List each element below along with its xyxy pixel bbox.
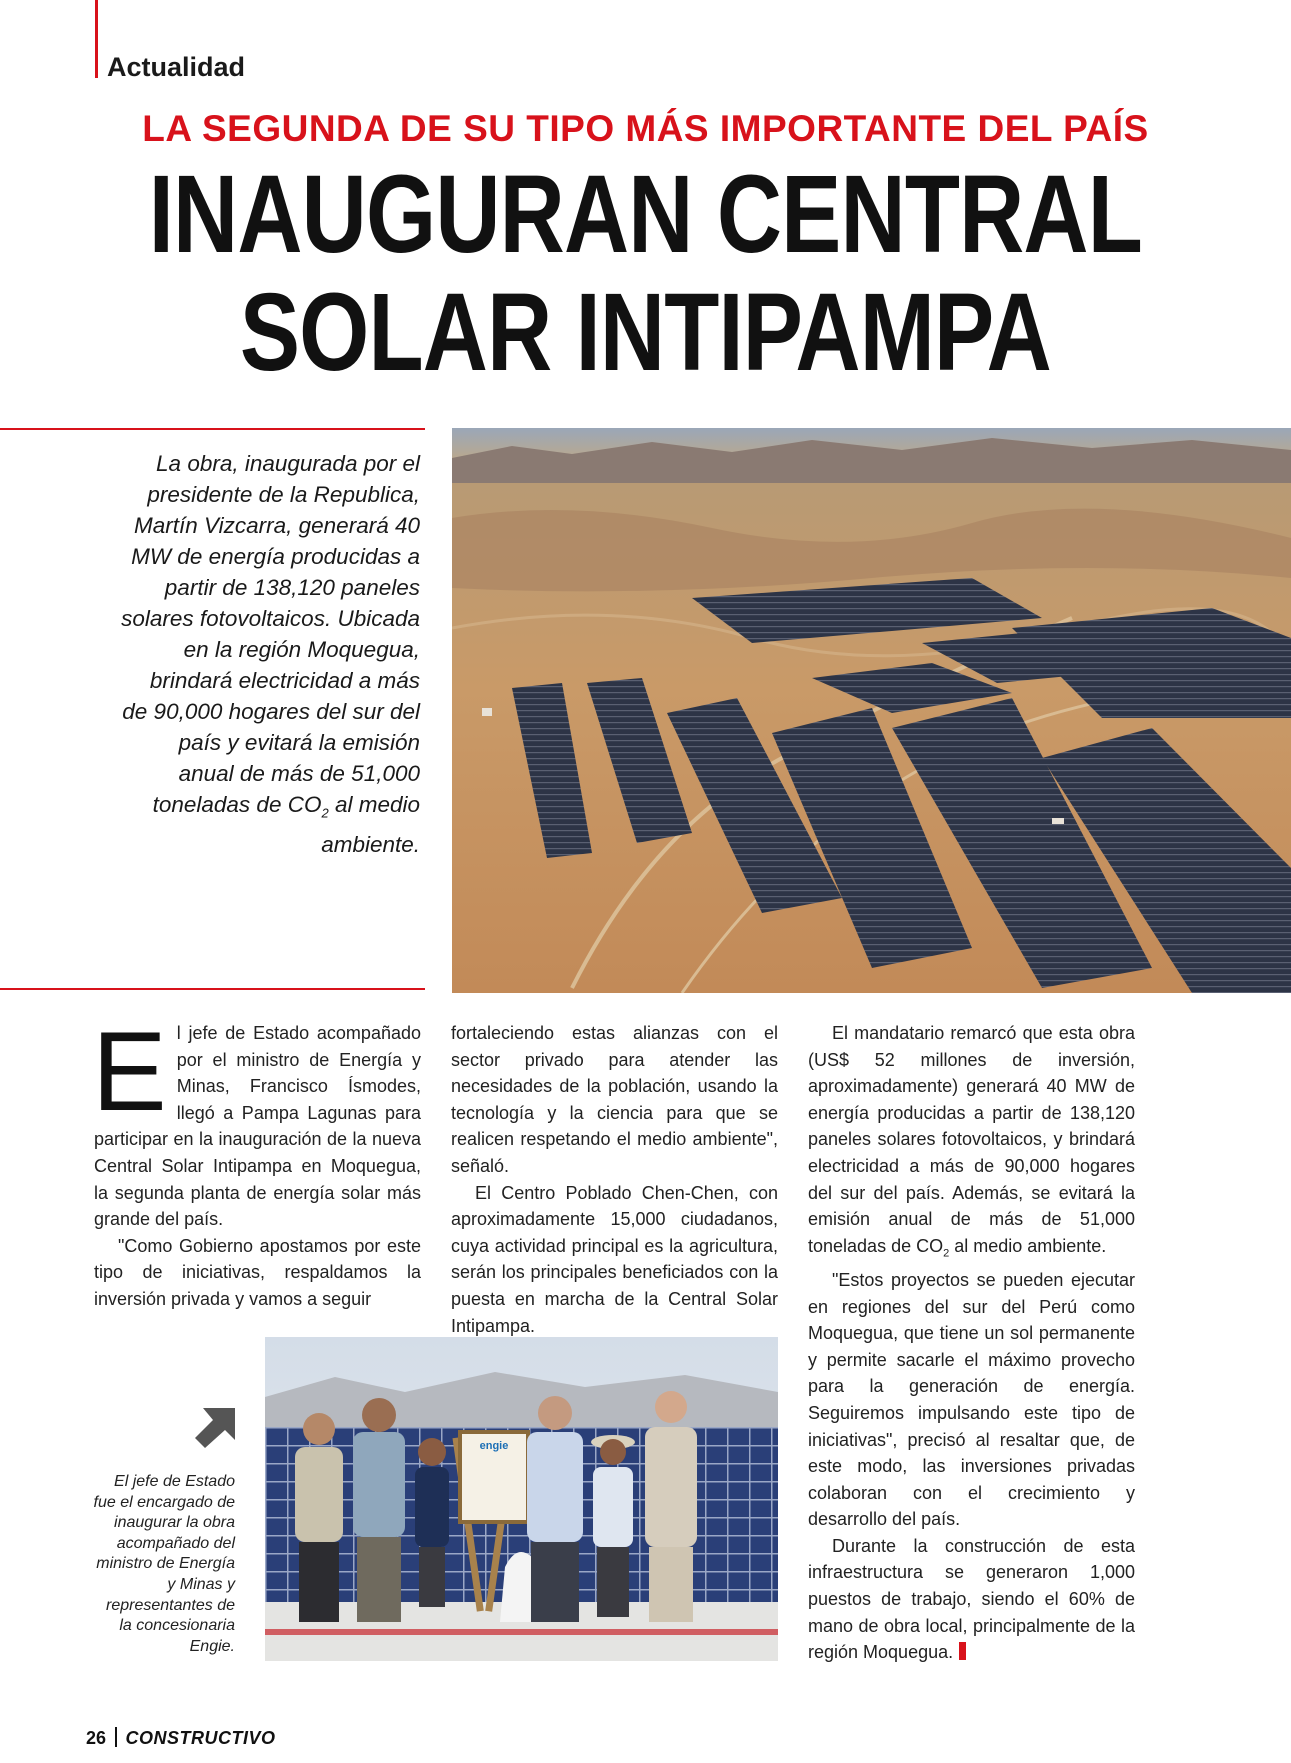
body-text: El mandatario remarcó que esta obra (US$ 52 millones de inversión, aproximadamente) generará 40 MW de energía producidas a partir de 138,120 paneles solares fotovoltaicos, y brindará electricidad a más de 90,000 hogares del sur del país. Además, se evitará la emisión anual de más de 51,000 toneladas de CO [808, 1023, 1135, 1256]
page-footer [86, 1727, 276, 1749]
headline-line-2: SOLAR INTIPAMPA [239, 271, 1051, 394]
body-paragraph: "Como Gobierno apostamos por este tipo de iniciativas, respaldamos la inversión privada y vamos a seguir [94, 1235, 421, 1309]
drop-cap: E [92, 1009, 167, 1134]
body-paragraph [808, 1020, 1135, 1267]
body-text: Durante la construcción de esta infraestructura se generaron 1,000 puestos de trabajo, siendo el 60% de mano de obra local, principalmente de la región Moquegua. [808, 1535, 1135, 1663]
photo-caption: El jefe de Estado fue el encargado de inaugurar la obra acompañado del ministro de Energía y Minas y representantes de la concesionaria Engie. [93, 1473, 235, 1655]
body-column-1 [92, 1009, 421, 1313]
headline [116, 153, 1175, 394]
section-accent-bar [95, 0, 98, 78]
inauguration-photo [265, 1337, 778, 1661]
lead-text-end: al medio ambiente. [321, 792, 420, 857]
body-paragraph [808, 1533, 1135, 1666]
body-paragraph [92, 1009, 421, 1233]
lead-paragraph [120, 448, 420, 860]
section-label: Actualidad [107, 52, 246, 82]
body-paragraph: El Centro Poblado Chen-Chen, con aproximadamente 15,000 ciudadanos, cuya actividad principal es la agricultura, serán los principales beneficiados con la puesta en marcha de la Central Solar Intipampa. [451, 1182, 778, 1336]
body-column-2 [451, 1020, 778, 1339]
body-text: l jefe de Estado acompañado por el ministro de Energía y Minas, Francisco Ísmodes, llegó a Pampa Lagunas para participar en la inauguración de la nueva Central Solar Intipampa en Moquegua, la segunda planta de energía solar más grande del país. [94, 1023, 421, 1230]
body-column-3 [808, 1020, 1135, 1666]
hero-photo-solar-plant [452, 428, 1291, 993]
end-of-article-mark [959, 1642, 966, 1660]
sign-brand-text: engie [479, 1440, 509, 1452]
lead-subscript: 2 [321, 805, 329, 821]
body-paragraph: fortaleciendo estas alianzas con el sector privado para atender las necesidades de la población, usando la tecnología y la ciencia para que se realicen respetando el medio ambiente", señaló. [451, 1023, 778, 1176]
footer-separator [115, 1727, 117, 1747]
body-text-end: al medio ambiente. [949, 1235, 1107, 1256]
lead-rule-bottom [0, 988, 425, 990]
kicker-title: LA SEGUNDA DE SU TIPO MÁS IMPORTANTE DEL PAÍS [142, 108, 1149, 149]
lead-rule-top [0, 428, 425, 430]
body-subscript: 2 [943, 1247, 950, 1260]
magazine-brand: CONSTRUCTIVO [125, 1728, 276, 1748]
lead-text: La obra, inaugurada por el presidente de la Republica, Martín Vizcarra, generará 40 MW de energía producidas a partir de 138,120 paneles solares fotovoltaicos. Ubicada en la región Moquegua, brindará electricidad a más de 90,000 hogares del sur del país y evitará la emisión anual de más de 51,000 toneladas de CO [121, 451, 420, 817]
headline-line-1: INAUGURAN CENTRAL [148, 153, 1143, 276]
arrow-up-right-icon [195, 1408, 235, 1448]
page-number: 26 [86, 1728, 107, 1748]
body-paragraph: "Estos proyectos se pueden ejecutar en regiones del sur del Perú como Moquegua, que tiene un sol permanente y permite sacarle el máximo provecho para la generación de energía. Seguiremos impulsando este tipo de iniciativas", precisó al resaltar que, de este modo, las inversiones privadas colaboran con el crecimiento y desarrollo del país. [808, 1269, 1135, 1530]
